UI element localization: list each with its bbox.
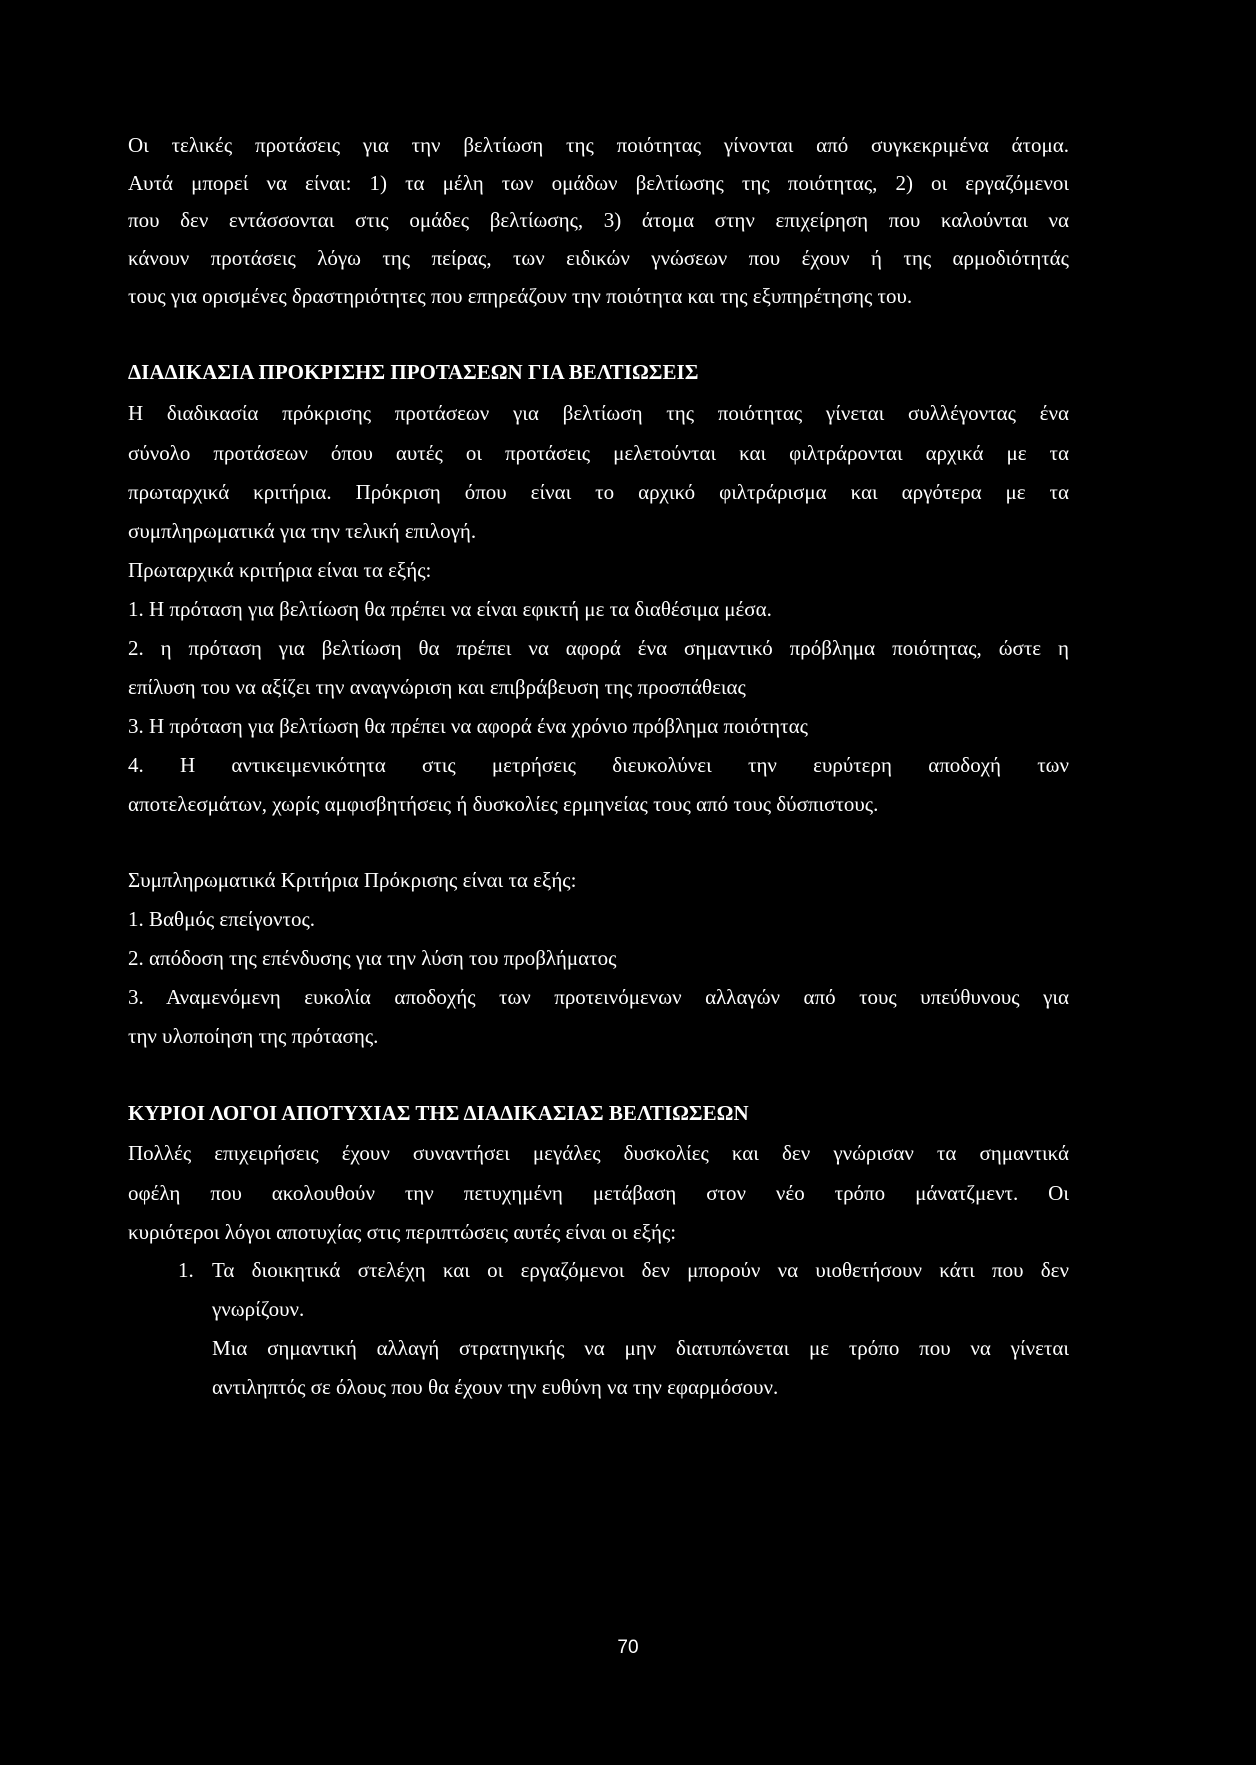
criterion-item: 3. Η πρόταση για βελτίωση θα πρέπει να αφορά ένα χρόνιο πρόβλημα ποιότητας: [128, 714, 808, 738]
text-line: πρωταρχικά κριτήρια. Πρόκριση όπου είναι το αρχικό φιλτράρισμα και αργότερα με τα: [128, 480, 1069, 504]
text-line: Οι τελικές προτάσεις για την βελτίωση της ποιότητας γίνονται από συγκεκριμένα άτομα.: [128, 133, 1069, 157]
criterion-item: 3. Αναμενόμενη ευκολία αποδοχής των προτεινόμενων αλλαγών από τους υπεύθυνους για: [128, 985, 1069, 1009]
text-line: που δεν εντάσσονται στις ομάδες βελτίωσης, 3) άτομα στην επιχείρηση που καλούνται να: [128, 208, 1069, 232]
criterion-item: 4. Η αντικειμενικότητα στις μετρήσεις διευκολύνει την ευρύτερη αποδοχή των: [128, 753, 1069, 777]
text-line: Συμπληρωματικά Κριτήρια Πρόκρισης είναι τα εξής:: [128, 868, 577, 892]
text-line: Η διαδικασία πρόκρισης προτάσεων για βελτίωση της ποιότητας γίνεται συλλέγοντας ένα: [128, 401, 1069, 425]
list-number: 1.: [178, 1258, 194, 1282]
text-line: συμπληρωματικά για την τελική επιλογή.: [128, 519, 477, 543]
text-line: αποτελεσμάτων, χωρίς αμφισβητήσεις ή δυσκολίες ερμηνείας τους από τους δύσπιστους.: [128, 792, 879, 816]
text-line: σύνολο προτάσεων όπου αυτές οι προτάσεις μελετούνται και φιλτράρονται αρχικά με τα: [128, 441, 1069, 465]
criterion-item: 2. η πρόταση για βελτίωση θα πρέπει να αφορά ένα σημαντικό πρόβλημα ποιότητας, ώστε η: [128, 636, 1069, 660]
text-line: την υλοποίηση της πρότασης.: [128, 1024, 379, 1048]
section-heading: ΔΙΑΔΙΚΑΣΙΑ ΠΡΟΚΡΙΣΗΣ ΠΡΟΤΑΣΕΩΝ ΓΙΑ ΒΕΛΤΙΩΣΕΙΣ: [128, 360, 699, 384]
text-line: κάνουν προτάσεις λόγω της πείρας, των ειδικών γνώσεων που έχουν ή της αρμοδιότητάς: [128, 246, 1069, 270]
text-line: οφέλη που ακολουθούν την πετυχημένη μετάβαση στον νέο τρόπο μάνατζμεντ. Οι: [128, 1181, 1069, 1205]
text-line: Αυτά μπορεί να είναι: 1) τα μέλη των ομάδων βελτίωσης της ποιότητας, 2) οι εργαζόμενοι: [128, 171, 1069, 195]
text-line: τους για ορισμένες δραστηριότητες που επηρεάζουν την ποιότητα και της εξυπηρέτησης του.: [128, 284, 913, 308]
criterion-item: 1. Βαθμός επείγοντος.: [128, 907, 316, 931]
list-item-text: Τα διοικητικά στελέχη και οι εργαζόμενοι δεν μπορούν να υιοθετήσουν κάτι που δεν: [212, 1258, 1069, 1282]
list-item-text: γνωρίζουν.: [212, 1297, 305, 1321]
list-item-text: Μια σημαντική αλλαγή στρατηγικής να μην διατυπώνεται με τρόπο που να γίνεται: [212, 1336, 1069, 1360]
section-heading: ΚΥΡΙΟΙ ΛΟΓΟΙ ΑΠΟΤΥΧΙΑΣ ΤΗΣ ΔΙΑΔΙΚΑΣΙΑΣ ΒΕΛΤΙΩΣΕΩΝ: [128, 1101, 749, 1125]
text-line: κυριότεροι λόγοι αποτυχίας στις περιπτώσεις αυτές είναι οι εξής:: [128, 1220, 677, 1244]
criterion-item: 1. Η πρόταση για βελτίωση θα πρέπει να είναι εφικτή με τα διαθέσιμα μέσα.: [128, 597, 772, 621]
text-line: επίλυση του να αξίζει την αναγνώριση και επιβράβευση της προσπάθειας: [128, 675, 746, 699]
page-number: 70: [617, 1637, 639, 1658]
criterion-item: 2. απόδοση της επένδυσης για την λύση του προβλήματος: [128, 946, 617, 970]
list-item-text: αντιληπτός σε όλους που θα έχουν την ευθύνη να την εφαρμόσουν.: [212, 1375, 779, 1399]
text-line: Πρωταρχικά κριτήρια είναι τα εξής:: [128, 558, 432, 582]
text-line: Πολλές επιχειρήσεις έχουν συναντήσει μεγάλες δυσκολίες και δεν γνώρισαν τα σημαντικά: [128, 1141, 1069, 1165]
